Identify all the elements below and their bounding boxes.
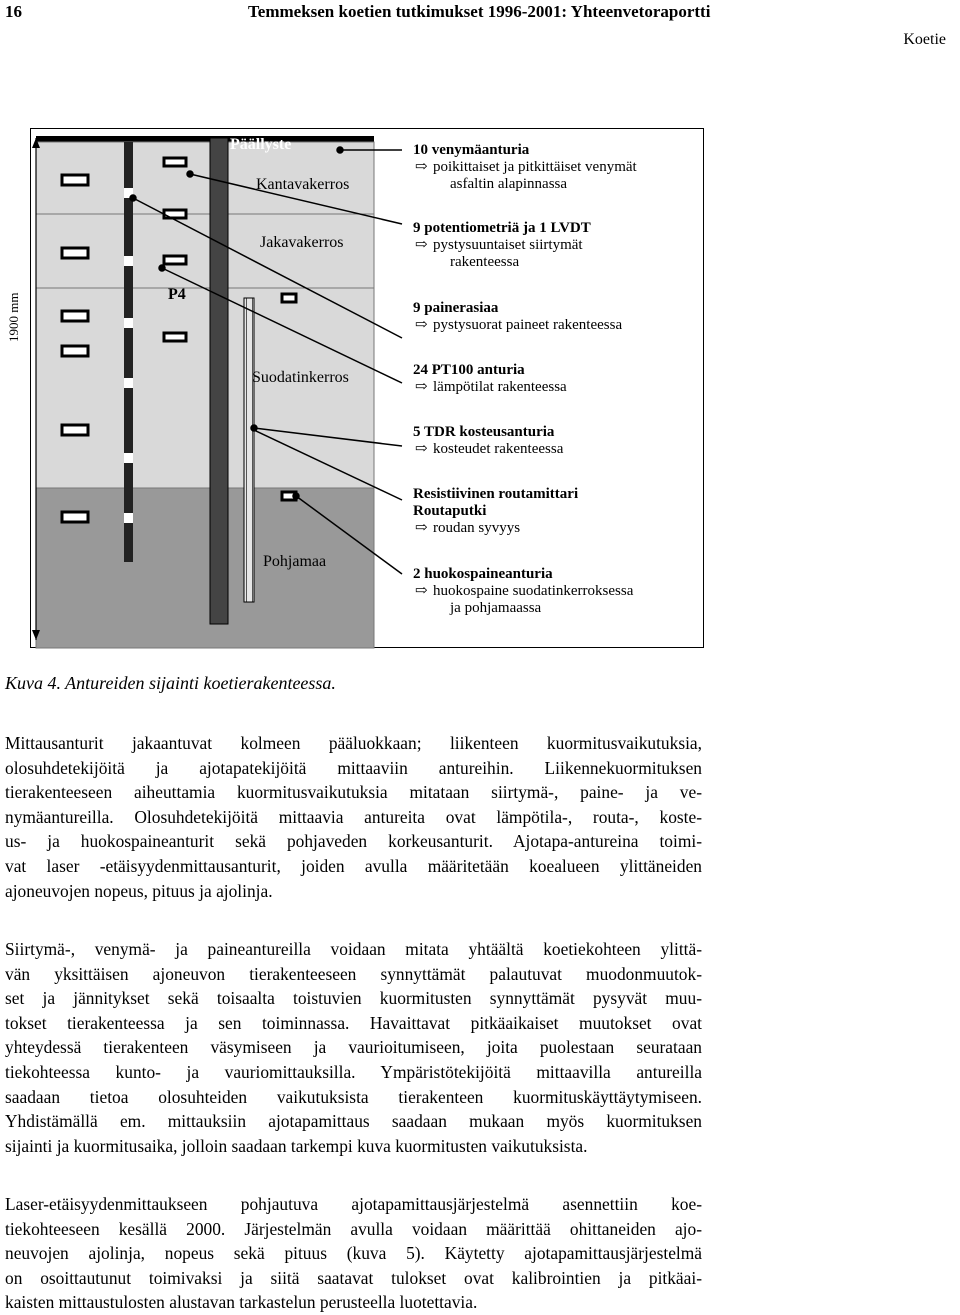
filter-layer-label: Suodatinkerros — [252, 369, 349, 386]
resistivity-probe — [244, 298, 254, 602]
arrow-right-icon: ⇨ — [415, 583, 428, 599]
section-label: Koetie — [903, 31, 946, 48]
arrow-right-icon: ⇨ — [415, 317, 428, 333]
arrow-right-icon: ⇨ — [415, 441, 428, 457]
sensor-pore-pressure: 2 huokospaineanturia ⇨ huokospaine suodatinkerroksessa ja pohjamaassa — [413, 566, 634, 616]
asphalt-layer — [36, 136, 374, 142]
base-layer-label: Kantavakerros — [256, 176, 350, 193]
subbase-layer-label: Jakavakerros — [260, 234, 344, 251]
running-title: Temmeksen koetien tutkimukset 1996-2001: Yhteenvetoraportti — [248, 2, 711, 21]
sensor-moisture: 5 TDR kosteusanturia ⇨ kosteudet rakenteessa — [413, 424, 564, 457]
frost-tube — [210, 138, 228, 624]
paragraph-3: Laser-etäisyydenmittaukseen pohjautuva ajotapamittausjärjestelmä asennettiin koe- tiekohteeseen kesällä 2000. Järjestelmän avulla voidaan määrittää ohittaneiden ajo- neuvojen ajolinja, nopeus sekä pituus (kuva 5). Käytetty ajotapamittausjärjestelmä on osoittautunut toimivaksi ja siitä saatavat tulokset ovat kalibrointien ja pitkäai- kaisten mittaustulosten alustavan tarkastelun perusteella luotettavia. — [5, 1194, 702, 1313]
sensor-pressure: 9 painerasiaa ⇨ pystysuorat paineet rakenteessa — [413, 300, 623, 333]
figure-caption: Kuva 4. Antureiden sijainti koetierakenteessa. — [5, 673, 336, 693]
sensor-displacement: 9 potentiometriä ja 1 LVDT ⇨ pystysuuntaiset siirtymät rakenteessa — [413, 220, 591, 270]
sensor-frost: Resistiivinen routamittari Routaputki ⇨ roudan syvyys — [413, 486, 579, 536]
dimension-label: 1900 mm — [6, 292, 21, 342]
arrow-right-icon: ⇨ — [415, 520, 428, 536]
sensor-temperature: 24 PT100 anturia ⇨ lämpötilat rakenteessa — [413, 362, 567, 395]
sensor-strain: 10 venymäanturia ⇨ poikittaiset ja pitkittäiset venymät asfaltin alapinnassa — [413, 142, 637, 192]
page-number: 16 — [5, 2, 22, 21]
paragraph-2: Siirtymä-, venymä- ja paineantureilla voidaan mitata yhtäältä koetiekohteen ylittä- vän yksittäisen ajoneuvon tierakenteeseen synnyttämät palautuvat muodonmuutok- set ja jännitykset sekä toisaalta toistuvien kuormitusten synnyttämät pysyvät muu- tokset tierakenteessa ja sen toiminnassa. Havaittavat pitkäaikaiset muutokset ovat yhteydessä tierakenteen väsymiseen ja vaurioitumiseen, joita puolestaan seurataan tiekohteessa kunto- ja vauriomittauksilla. Ympäristötekijöitä mittaavilla antureilla saadaan tietoa olosuhteiden vaikutuksista tierakenteen kuormituskäyttäytymiseen. Yhdistämällä em. mittauksiin ajotapamittaus saadaan mukaan myös kuormituksen sijainti ja kuormitusaika, jolloin saadaan tarkempi kuva kuormitusten vaikutuksista. — [5, 939, 702, 1156]
arrow-right-icon: ⇨ — [415, 159, 428, 175]
paragraph-1: Mittausanturit jakaantuvat kolmeen pääluokkaan; liikenteen kuormitusvaikutuksia, olosuhdetekijöitä ja ajotapatekijöitä mittaaviin antureihin. Liikennekuormituksen tierakenteeseen aiheuttamia kuormitusvaikutuksia mitataan siirtymä-, paine- ja ve- nymäantureilla. Olosuhdetekijöitä mittaavia antureita ovat lämpötila-, routa-, koste- us- ja huokospaineanturit sekä pohjaveden korkeusanturit. Ajotapa-antureina toimi- vat laser -etäisyydenmittausanturit, joiden avulla määritetään koealueen ylittäneiden ajoneuvojen nopeus, pituus ja ajolinja. — [5, 733, 702, 901]
potentiometer-rod — [124, 142, 133, 562]
p4-label: P4 — [168, 286, 186, 303]
arrow-right-icon: ⇨ — [415, 237, 428, 253]
asphalt-label: Päällyste — [230, 136, 292, 153]
arrow-right-icon: ⇨ — [415, 379, 428, 395]
subgrade-label: Pohjamaa — [263, 553, 327, 570]
